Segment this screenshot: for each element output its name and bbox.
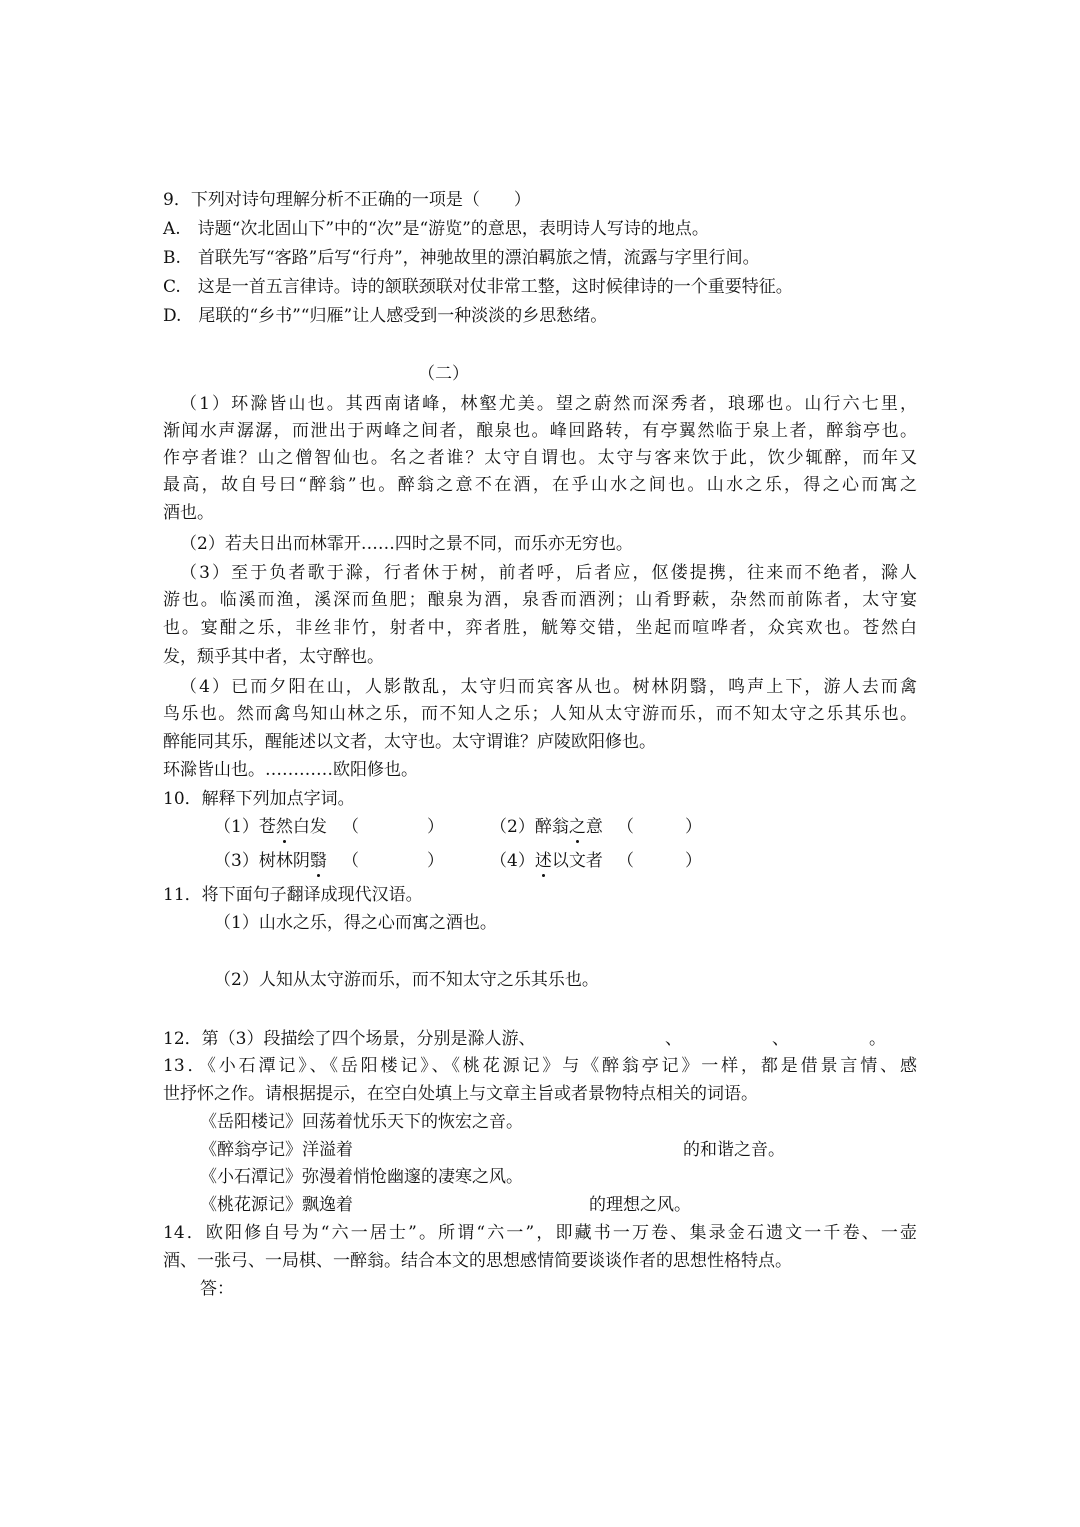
passage-p3-line2: 游也。临溪而渔，溪深而鱼肥；酿泉为酒，泉香而酒洌；山肴野蔌，杂然而前陈者，太守宴 [163, 590, 917, 610]
q12-separator-1: 、 [665, 1029, 682, 1049]
q10-blank-1[interactable]: （ ） [342, 817, 444, 837]
q14-answer-label: 答： [200, 1279, 234, 1299]
q10-blank-4[interactable]: （ ） [617, 851, 702, 871]
q9-option-c: C. 这是一首五言律诗。诗的颔联颈联对仗非常工整，这时候律诗的一个重要特征。 [163, 277, 793, 297]
passage-p1-line1: （1）环滁皆山也。其西南诸峰，林壑尤美。望之蔚然而深秀者，琅琊也。山行六七里， [180, 394, 917, 414]
passage-end-note: 环滁皆山也。…………欧阳修也。 [163, 760, 418, 780]
q13-line-taohua-end: 的理想之风。 [589, 1195, 691, 1215]
q10-blank-2[interactable]: （ ） [617, 817, 702, 837]
dotted-char: 然 [275, 817, 293, 837]
q12-separator-2: 、 [772, 1029, 789, 1049]
q14-stem-line2: 酒、一张弓、一局棋、一醉翁。结合本文的思想感情简要谈谈作者的思想性格特点。 [163, 1251, 792, 1271]
section-title: （二） [418, 364, 469, 384]
q10-item-2: （2）醉翁之意 [490, 817, 603, 837]
q12-end: 。 [869, 1029, 886, 1049]
passage-p1-line5: 酒也。 [163, 503, 214, 523]
q13-line-yueyang: 《岳阳楼记》回荡着忧乐天下的恢宏之音。 [200, 1112, 523, 1132]
q12-stem: 12．第（3）段描绘了四个场景，分别是滁人游、 [163, 1029, 536, 1049]
q13-line-zuiweng: 《醉翁亭记》洋溢着 [200, 1140, 353, 1160]
passage-p3-line4: 发，颓乎其中者，太守醉也。 [163, 647, 384, 667]
passage-p3-line3: 也。宴酣之乐，非丝非竹，射者中，弈者胜，觥筹交错，坐起而喧哗者，众宾欢也。苍然白 [163, 618, 917, 638]
q9-option-b: B. 首联先写“客路”后写“行舟”，神驰故里的漂泊羁旅之情，流露与字里行间。 [163, 248, 760, 268]
q11-stem: 11．将下面句子翻译成现代汉语。 [163, 885, 423, 905]
q10-item-4: （4）述以文者 [490, 851, 603, 871]
q11-item-2: （2）人知从太守游而乐，而不知太守之乐其乐也。 [214, 970, 599, 990]
q10-item-1: （1）苍然白发 [214, 817, 327, 837]
passage-p4-line3: 醉能同其乐，醒能述以文者，太守也。太守谓谁？庐陵欧阳修也。 [163, 732, 656, 752]
q13-stem-line2: 世抒怀之作。请根据提示，在空白处填上与文章主旨或者景物特点相关的词语。 [163, 1084, 758, 1104]
q10-item-3: （3）树林阴翳 [214, 851, 327, 871]
q10-blank-3[interactable]: （ ） [342, 851, 444, 871]
passage-p1-line4: 最高，故自号曰“醉翁”也。醉翁之意不在酒，在乎山水之间也。山水之乐，得之心而寓之 [163, 475, 917, 495]
q11-item-1: （1）山水之乐，得之心而寓之酒也。 [214, 913, 497, 933]
passage-p2: （2）若夫日出而林霏开……四时之景不同，而乐亦无穷也。 [180, 534, 633, 554]
passage-p4-line1: （4）已而夕阳在山，人影散乱，太守归而宾客从也。树林阴翳，鸣声上下，游人去而禽 [180, 677, 917, 697]
q14-stem-line1: 14．欧阳修自号为“六一居士”。所谓“六一”，即藏书一万卷、集录金石遗文一千卷、一壶 [163, 1223, 917, 1243]
q13-line-xiaoshitan: 《小石潭记》弥漫着悄怆幽邃的凄寒之风。 [200, 1167, 523, 1187]
dotted-char: 之 [568, 817, 586, 837]
q10-stem: 10．解释下列加点字词。 [163, 789, 355, 809]
passage-p4-line2: 鸟乐也。然而禽鸟知山林之乐，而不知人之乐；人知从太守游而乐，而不知太守之乐其乐也。 [163, 704, 917, 724]
passage-p3-line1: （3）至于负者歌于滁，行者休于树，前者呼，后者应，伛偻提携，往来而不绝者，滁人 [180, 563, 917, 583]
passage-p1-line3: 作亭者谁？山之僧智仙也。名之者谁？太守自谓也。太守与客来饮于此，饮少辄醉，而年又 [163, 448, 917, 468]
q13-line-taohua: 《桃花源记》飘逸着 [200, 1195, 353, 1215]
dotted-char: 翳 [309, 851, 327, 871]
q9-option-a: A. 诗题“次北固山下”中的“次”是“游览”的意思，表明诗人写诗的地点。 [163, 219, 709, 239]
q9-stem: 9．下列对诗句理解分析不正确的一项是（ ） [163, 190, 531, 210]
q13-stem-line1: 13．《小石潭记》、《岳阳楼记》、《桃花源记》与《醉翁亭记》一样，都是借景言情、感 [163, 1056, 917, 1076]
q13-line-zuiweng-end: 的和谐之音。 [683, 1140, 785, 1160]
q9-option-d: D. 尾联的“乡书”“归雁”让人感受到一种淡淡的乡思愁绪。 [163, 306, 608, 326]
passage-p1-line2: 渐闻水声潺潺，而泄出于两峰之间者，酿泉也。峰回路转，有亭翼然临于泉上者，醉翁亭也。 [163, 421, 917, 441]
dotted-char: 述 [534, 851, 552, 871]
